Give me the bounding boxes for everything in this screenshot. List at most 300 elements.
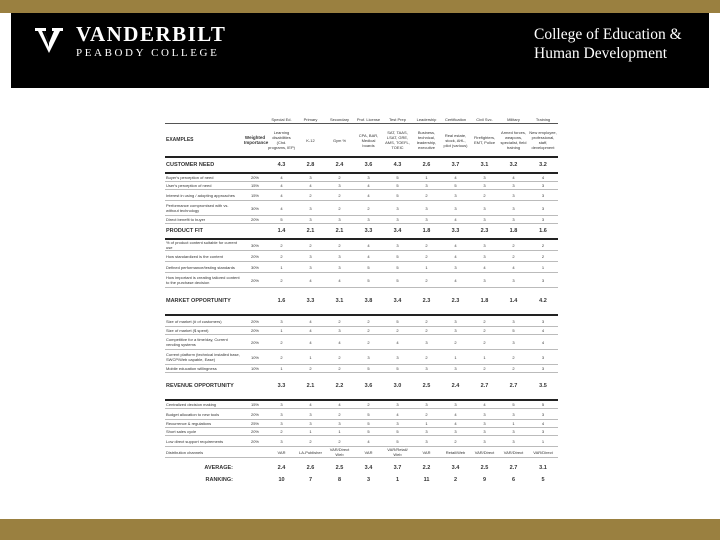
criterion-label: Size of market (# of customers): [165, 315, 243, 327]
criterion-value: 3: [441, 365, 470, 373]
criterion-value: 3: [499, 216, 528, 224]
criterion-value: 2: [499, 365, 528, 373]
criterion-value: 4: [499, 262, 528, 273]
column-header: Military: [499, 116, 528, 124]
criterion-label: Interest in using / adopting approaches: [165, 190, 243, 201]
criterion-value: 2: [412, 350, 441, 365]
criterion-value: 1: [470, 350, 499, 365]
section-score: 3.3: [441, 224, 470, 240]
criterion-value: 2: [325, 173, 354, 182]
criterion-value: 1: [296, 428, 325, 436]
ranking-value: 9: [482, 476, 487, 483]
criterion-value: 1: [412, 173, 441, 182]
ranking-value: 11: [423, 476, 430, 483]
criterion-value: 5: [383, 273, 412, 288]
criterion-value: 3: [383, 400, 412, 409]
distribution-value: VAR/Direct Web: [325, 447, 354, 458]
criterion-value: 3: [470, 173, 499, 182]
average-value: 3.4: [451, 464, 460, 471]
table-row: [165, 262, 558, 273]
section-score: 3.4: [383, 288, 412, 316]
section-name: REVENUE OPPORTUNITY: [165, 373, 243, 401]
criterion-value: 3: [296, 173, 325, 182]
distribution-value: VAR: [354, 447, 383, 458]
criterion-value: 3: [267, 400, 296, 409]
criterion-value: 4: [528, 335, 558, 350]
average-value: 3.7: [393, 464, 402, 471]
criterion-value: 3: [441, 327, 470, 335]
criterion-value: 3: [528, 315, 558, 327]
criterion-value: 2: [528, 239, 558, 251]
criterion-value: 2: [470, 365, 499, 373]
criterion-value: 2: [412, 273, 441, 288]
market-evaluation-matrix: [165, 116, 558, 486]
criterion-value: 5: [499, 400, 528, 409]
criterion-value: 4: [267, 182, 296, 190]
criterion-value: 5: [383, 315, 412, 327]
criterion-value: 2: [412, 409, 441, 420]
distribution-value: LA-Publisher: [296, 447, 325, 458]
criterion-value: 3: [528, 365, 558, 373]
section-row: [165, 373, 558, 401]
blank-cell: [243, 288, 267, 316]
criterion-value: 2: [470, 190, 499, 201]
criterion-value: 2: [470, 335, 499, 350]
criterion-value: 5: [383, 173, 412, 182]
criterion-value: 3: [499, 315, 528, 327]
criterion-value: 2: [354, 201, 383, 216]
distribution-row: [165, 447, 558, 458]
blank-cell: [243, 462, 267, 474]
table-row: [165, 251, 558, 262]
section-score: 2.4: [441, 373, 470, 401]
criterion-value: 5: [354, 273, 383, 288]
criterion-value: 4: [383, 335, 412, 350]
criterion-label: User's perception of need: [165, 182, 243, 190]
criterion-value: 3: [383, 350, 412, 365]
table-row: [165, 400, 558, 409]
criterion-value: 3: [470, 273, 499, 288]
criterion-value: 4: [441, 273, 470, 288]
weight-label: Weighted Importance: [243, 124, 267, 158]
criterion-value: 3: [325, 216, 354, 224]
criterion-value: 3: [325, 182, 354, 190]
criterion-value: 5: [383, 436, 412, 447]
criterion-value: 5: [383, 365, 412, 373]
criterion-value: 4: [296, 400, 325, 409]
criterion-value: 2: [267, 251, 296, 262]
blank-cell: [243, 157, 267, 173]
criterion-value: 5: [383, 428, 412, 436]
section-name: PRODUCT FIT: [165, 224, 243, 240]
criterion-value: 4: [325, 273, 354, 288]
section-score: 3.6: [354, 373, 383, 401]
section-score: 3.0: [383, 373, 412, 401]
blank-cell: [243, 116, 267, 124]
distribution-value: VAR/Direct: [499, 447, 528, 458]
criterion-weight: 10%: [243, 350, 267, 365]
criterion-value: 3: [296, 251, 325, 262]
criterion-weight: 20%: [243, 273, 267, 288]
criterion-value: 3: [528, 182, 558, 190]
column-example: CPA, BAR, Medical boards: [354, 124, 383, 158]
section-score: 2.1: [296, 373, 325, 401]
section-score: 3.3: [296, 288, 325, 316]
criterion-value: 2: [499, 239, 528, 251]
section-score: 3.5: [528, 373, 558, 401]
criterion-value: 2: [325, 436, 354, 447]
criterion-value: 3: [470, 182, 499, 190]
criterion-value: 2: [354, 335, 383, 350]
distribution-value: VAR: [267, 447, 296, 458]
criterion-label: How important is creating tailored content to the purchase decision: [165, 273, 243, 288]
criterion-value: 3: [528, 428, 558, 436]
criterion-value: 4: [470, 400, 499, 409]
criterion-value: 3: [499, 182, 528, 190]
criterion-value: 3: [441, 190, 470, 201]
criterion-weight: 30%: [243, 262, 267, 273]
table-row: [165, 350, 558, 365]
criterion-value: 3: [441, 400, 470, 409]
criterion-value: 3: [354, 350, 383, 365]
section-score: 3.8: [354, 288, 383, 316]
criterion-value: 3: [499, 201, 528, 216]
criterion-value: 2: [528, 251, 558, 262]
examples-label: EXAMPLES: [165, 124, 243, 158]
section-score: 1.6: [528, 224, 558, 240]
criterion-value: 2: [412, 239, 441, 251]
criterion-value: 1: [325, 428, 354, 436]
section-score: 2.7: [499, 373, 528, 401]
criterion-value: 3: [528, 350, 558, 365]
criterion-value: 5: [383, 190, 412, 201]
criterion-value: 3: [412, 428, 441, 436]
criterion-value: 3: [499, 428, 528, 436]
column-header: Civil Svc.: [470, 116, 499, 124]
section-score: 2.1: [296, 224, 325, 240]
criterion-value: 3: [383, 201, 412, 216]
criterion-value: 2: [267, 239, 296, 251]
criterion-value: 3: [325, 262, 354, 273]
average-value: 3.1: [539, 464, 547, 471]
ranking-value: 10: [278, 476, 285, 483]
table-row: [165, 436, 558, 447]
section-score: 2.3: [412, 288, 441, 316]
column-example: Business, technical, leadership, executive: [412, 124, 441, 158]
criterion-value: 4: [354, 190, 383, 201]
section-name: CUSTOMER NEED: [165, 157, 243, 173]
column-example: SAT, TAAS, LSAT, GRE, AMS, TOEFL, TOEIC: [383, 124, 412, 158]
section-score: 3.6: [354, 157, 383, 173]
criterion-value: 4: [325, 400, 354, 409]
criterion-label: Direct benefit to buyer: [165, 216, 243, 224]
criterion-value: 1: [267, 262, 296, 273]
table-row: [165, 409, 558, 420]
section-row: [165, 288, 558, 316]
section-score: 2.7: [470, 373, 499, 401]
criterion-value: 4: [441, 173, 470, 182]
criterion-weight: 20%: [243, 173, 267, 182]
table-row: [165, 428, 558, 436]
criterion-value: 3: [441, 262, 470, 273]
section-score: 2.2: [325, 373, 354, 401]
criterion-value: 4: [354, 182, 383, 190]
criterion-value: 3: [296, 262, 325, 273]
ranking-label: RANKING:: [205, 476, 233, 483]
section-name: MARKET OPPORTUNITY: [165, 288, 243, 316]
criterion-weight: 20%: [243, 436, 267, 447]
section-score: 3.2: [528, 157, 558, 173]
criterion-label: Mobile education willingness: [165, 365, 243, 373]
criterion-value: 5: [354, 262, 383, 273]
criterion-value: 2: [267, 335, 296, 350]
criterion-value: 4: [296, 327, 325, 335]
criterion-value: 3: [412, 400, 441, 409]
criterion-value: 3: [528, 190, 558, 201]
criterion-value: 3: [470, 420, 499, 428]
criterion-value: 3: [383, 239, 412, 251]
section-score: 3.3: [354, 224, 383, 240]
section-score: 1.8: [412, 224, 441, 240]
average-value: 3.4: [364, 464, 373, 471]
criterion-value: 3: [499, 436, 528, 447]
criterion-value: 3: [412, 436, 441, 447]
criterion-value: 4: [528, 173, 558, 182]
criterion-weight: 20%: [243, 409, 267, 420]
criterion-value: 2: [325, 409, 354, 420]
section-score: 3.4: [383, 224, 412, 240]
criterion-value: 3: [296, 409, 325, 420]
criterion-value: 3: [528, 409, 558, 420]
average-value: 2.4: [277, 464, 286, 471]
criterion-value: 2: [499, 350, 528, 365]
criterion-value: 4: [441, 420, 470, 428]
section-score: 3.3: [267, 373, 296, 401]
criterion-value: 2: [296, 436, 325, 447]
criterion-value: 4: [354, 251, 383, 262]
criterion-value: 2: [325, 190, 354, 201]
average-label: AVERAGE:: [204, 464, 233, 471]
criterion-label: Performance compromised with vs. without technology: [165, 201, 243, 216]
ranking-value: 1: [395, 476, 400, 483]
criterion-value: 3: [383, 420, 412, 428]
examples-row: [165, 124, 558, 158]
table-row: [165, 327, 558, 335]
criterion-weight: 20%: [243, 251, 267, 262]
blank-cell: [243, 373, 267, 401]
criterion-value: 3: [412, 182, 441, 190]
criterion-value: 3: [267, 420, 296, 428]
table-row: [165, 273, 558, 288]
criterion-value: 1: [296, 350, 325, 365]
criterion-value: 2: [412, 190, 441, 201]
section-score: 3.1: [325, 288, 354, 316]
criterion-value: 4: [441, 216, 470, 224]
criterion-value: 3: [412, 365, 441, 373]
criterion-weight: 15%: [243, 190, 267, 201]
criterion-value: 3: [412, 201, 441, 216]
ranking-value: 7: [308, 476, 313, 483]
table-row: [165, 365, 558, 373]
bottom-gold-band: [0, 519, 720, 540]
column-header: Secondary: [325, 116, 354, 124]
distribution-label: Distribution channels: [165, 447, 243, 458]
criterion-value: 3: [267, 436, 296, 447]
criterion-value: 5: [499, 327, 528, 335]
table-row: [165, 173, 558, 182]
column-header: Leadership: [412, 116, 441, 124]
criterion-value: 2: [441, 436, 470, 447]
section-score: 3.1: [470, 157, 499, 173]
blank-cell: [165, 116, 243, 124]
criterion-value: 2: [441, 335, 470, 350]
criterion-value: 2: [354, 400, 383, 409]
section-score: 2.3: [470, 224, 499, 240]
section-score: 4.3: [267, 157, 296, 173]
section-score: 2.8: [296, 157, 325, 173]
criterion-value: 5: [383, 251, 412, 262]
criterion-value: 2: [383, 327, 412, 335]
section-score: 3.2: [499, 157, 528, 173]
college-line-2: Human Development: [534, 45, 668, 62]
criterion-value: 3: [325, 420, 354, 428]
criterion-value: 1: [528, 262, 558, 273]
criterion-weight: 20%: [243, 335, 267, 350]
criterion-value: 2: [267, 428, 296, 436]
criterion-label: How standardized is the content: [165, 251, 243, 262]
criterion-value: 2: [470, 327, 499, 335]
criterion-value: 4: [441, 409, 470, 420]
section-score: 1.8: [499, 224, 528, 240]
column-header-row: [165, 116, 558, 124]
criterion-value: 3: [325, 251, 354, 262]
criterion-weight: 20%: [243, 216, 267, 224]
criterion-value: 3: [499, 273, 528, 288]
criterion-weight: 15%: [243, 400, 267, 409]
criterion-label: Short sales cycle: [165, 428, 243, 436]
column-example: Armed forces, weapons, specialist, field training: [499, 124, 528, 158]
criterion-value: 4: [267, 201, 296, 216]
criterion-value: 5: [528, 400, 558, 409]
criterion-value: 5: [383, 262, 412, 273]
criterion-value: 4: [267, 190, 296, 201]
criterion-label: Defined performance/testing standards: [165, 262, 243, 273]
criterion-value: 2: [296, 190, 325, 201]
criterion-label: Recurrence & regulations: [165, 420, 243, 428]
criterion-value: 3: [412, 335, 441, 350]
college-line-1: College of Education &: [534, 26, 682, 43]
column-header: Training: [528, 116, 558, 124]
table-row: [165, 315, 558, 327]
ranking-value: 2: [453, 476, 458, 483]
criterion-value: 4: [296, 182, 325, 190]
criterion-value: 4: [296, 315, 325, 327]
column-header: Test Prep: [383, 116, 412, 124]
section-score: 4.3: [383, 157, 412, 173]
table-row: [165, 335, 558, 350]
distribution-value: VAR: [412, 447, 441, 458]
blank-cell: [243, 224, 267, 240]
criterion-value: 4: [441, 251, 470, 262]
criterion-value: 3: [499, 335, 528, 350]
average-value: 2.2: [422, 464, 431, 471]
criterion-value: 4: [441, 239, 470, 251]
criterion-weight: 20%: [243, 327, 267, 335]
table-row: [165, 190, 558, 201]
section-score: 1.8: [470, 288, 499, 316]
criterion-value: 2: [296, 239, 325, 251]
criterion-value: 3: [499, 190, 528, 201]
criterion-value: 4: [499, 173, 528, 182]
column-header: Certification: [441, 116, 470, 124]
criterion-value: 5: [354, 365, 383, 373]
brand-name: VANDERBILT: [76, 22, 227, 46]
column-example: Learning disabilities (Chd. programs, IEP): [267, 124, 296, 158]
average-value: 2.7: [509, 464, 518, 471]
criterion-value: 2: [325, 315, 354, 327]
criterion-value: 4: [354, 239, 383, 251]
criterion-value: 3: [441, 428, 470, 436]
criterion-value: 2: [325, 201, 354, 216]
ranking-value: 3: [366, 476, 371, 483]
criterion-value: 4: [528, 420, 558, 428]
section-score: 2.1: [325, 224, 354, 240]
criterion-weight: 30%: [243, 239, 267, 251]
criterion-value: 4: [267, 173, 296, 182]
criterion-value: 3: [470, 428, 499, 436]
column-example: New employee, professional, staff, development: [528, 124, 558, 158]
criterion-value: 3: [296, 201, 325, 216]
criterion-label: Centralized decision making: [165, 400, 243, 409]
ranking-row: [165, 474, 558, 486]
criterion-value: 3: [383, 216, 412, 224]
ranking-value: 6: [511, 476, 516, 483]
column-header: Primary: [296, 116, 325, 124]
criterion-label: Size of market ($ spent): [165, 327, 243, 335]
criterion-value: 1: [267, 365, 296, 373]
criterion-value: 5: [267, 216, 296, 224]
criterion-value: 4: [470, 262, 499, 273]
criterion-value: 3: [470, 201, 499, 216]
criterion-value: 2: [499, 251, 528, 262]
top-gold-band: [0, 0, 720, 13]
criterion-value: 3: [499, 409, 528, 420]
blank-cell: [243, 474, 267, 486]
criterion-value: 1: [528, 436, 558, 447]
brand-subtitle: PEABODY COLLEGE: [76, 47, 220, 59]
criterion-value: 3: [528, 201, 558, 216]
section-score: 1.4: [499, 288, 528, 316]
table-row: [165, 216, 558, 224]
criterion-label: Budget allocation to new tools: [165, 409, 243, 420]
average-value: 2.5: [335, 464, 344, 471]
criterion-value: 3: [267, 315, 296, 327]
criterion-value: 3: [296, 216, 325, 224]
distribution-value: VAR/Retail/ Web: [383, 447, 412, 458]
criterion-value: 3: [441, 201, 470, 216]
criterion-value: 4: [383, 409, 412, 420]
criterion-value: 2: [267, 273, 296, 288]
criterion-weight: 10%: [243, 365, 267, 373]
criterion-value: 5: [354, 420, 383, 428]
criterion-value: 2: [412, 327, 441, 335]
criterion-value: 3: [528, 273, 558, 288]
criterion-value: 5: [383, 182, 412, 190]
criterion-weight: 20%: [243, 428, 267, 436]
criterion-value: 1: [441, 350, 470, 365]
section-score: 4.2: [528, 288, 558, 316]
criterion-value: 3: [354, 173, 383, 182]
